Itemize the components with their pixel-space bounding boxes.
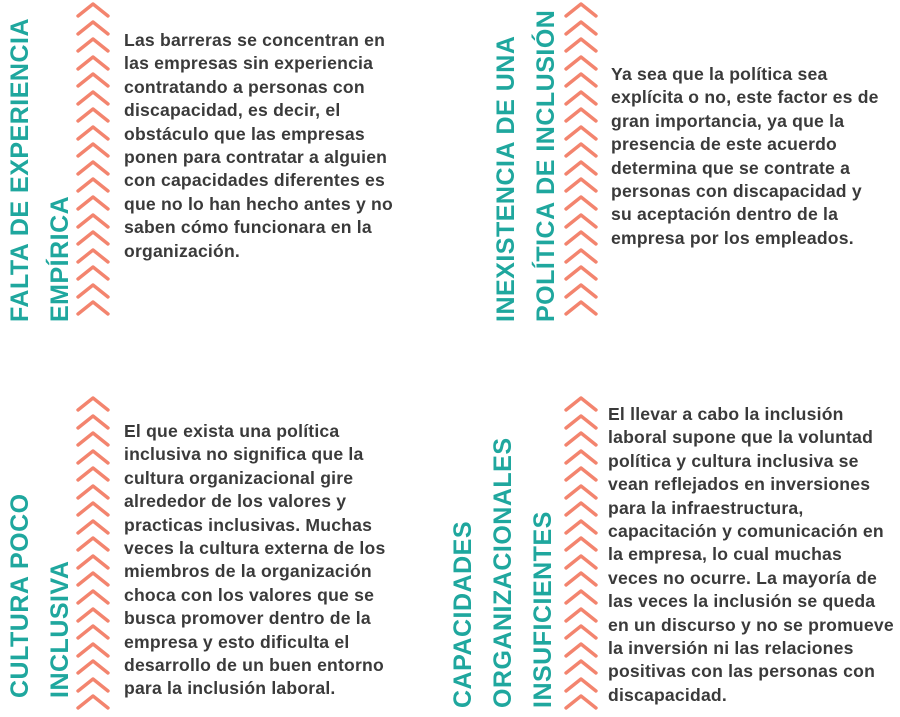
chevron-up-icon	[564, 248, 598, 264]
chevron-up-icon	[76, 248, 110, 264]
chevron-up-icon	[76, 283, 110, 299]
chevron-up-icon	[76, 519, 110, 535]
chevron-up-icon	[564, 607, 598, 623]
chevron-up-icon	[564, 449, 598, 465]
chevron-up-icon	[76, 642, 110, 658]
chevron-up-icon	[76, 265, 110, 281]
chevron-up-icon	[564, 125, 598, 141]
chevron-up-icon	[76, 37, 110, 53]
chevron-up-icon	[564, 107, 598, 123]
chevron-up-icon	[564, 466, 598, 482]
chevron-up-icon	[76, 160, 110, 176]
chevron-up-icon	[76, 213, 110, 229]
chevron-up-icon	[76, 466, 110, 482]
chevron-up-icon	[564, 177, 598, 193]
chevron-up-icon	[76, 571, 110, 587]
chevron-up-icon	[76, 72, 110, 88]
chevron-up-icon	[564, 519, 598, 535]
chevron-up-icon	[76, 589, 110, 605]
chevron-up-icon	[564, 300, 598, 316]
chevron-up-icon	[564, 160, 598, 176]
chevron-up-icon	[564, 501, 598, 517]
chevron-up-icon	[76, 396, 110, 412]
chevron-up-icon	[76, 484, 110, 500]
block-title: INEXISTENCIA DE UNA POLÍTICA DE INCLUSIÓN	[492, 9, 560, 322]
chevron-up-icon	[564, 694, 598, 710]
chevron-up-icon	[564, 195, 598, 211]
chevron-up-icon	[564, 37, 598, 53]
chevron-up-icon	[564, 677, 598, 693]
chevron-column	[76, 396, 112, 712]
chevron-up-icon	[76, 230, 110, 246]
chevron-up-icon	[564, 213, 598, 229]
chevron-column	[564, 2, 600, 318]
chevron-up-icon	[76, 449, 110, 465]
chevron-up-icon	[564, 589, 598, 605]
chevron-up-icon	[76, 694, 110, 710]
chevron-up-icon	[76, 554, 110, 570]
chevron-up-icon	[564, 431, 598, 447]
chevron-up-icon	[564, 554, 598, 570]
chevron-up-icon	[564, 571, 598, 587]
block-description: Las barreras se concentran en las empresas sin experiencia contratando a personas con discapacidad, es decir, el obstáculo que las empresas ponen para contratar a alguien con capacidades diferentes es que no lo han hecho antes y no saben cómo funcionara en la organización.	[124, 30, 393, 261]
chevron-up-icon	[564, 72, 598, 88]
block-title: CULTURA POCO INCLUSIVA	[6, 493, 74, 698]
chevron-up-icon	[564, 265, 598, 281]
chevron-up-icon	[564, 283, 598, 299]
chevron-up-icon	[564, 230, 598, 246]
chevron-up-icon	[76, 125, 110, 141]
chevron-up-icon	[564, 20, 598, 36]
chevron-column	[76, 2, 112, 318]
chevron-up-icon	[76, 501, 110, 517]
chevron-up-icon	[76, 659, 110, 675]
chevron-up-icon	[76, 536, 110, 552]
chevron-up-icon	[76, 624, 110, 640]
chevron-column	[564, 396, 600, 712]
chevron-up-icon	[76, 677, 110, 693]
chevron-up-icon	[76, 177, 110, 193]
chevron-up-icon	[564, 396, 598, 412]
chevron-up-icon	[76, 607, 110, 623]
chevron-up-icon	[564, 414, 598, 430]
chevron-up-icon	[564, 142, 598, 158]
chevron-up-icon	[564, 536, 598, 552]
block-title: CAPACIDADES ORGANIZACIONALES INSUFICIENTES	[449, 437, 557, 708]
chevron-up-icon	[76, 431, 110, 447]
chevron-up-icon	[564, 484, 598, 500]
chevron-up-icon	[564, 55, 598, 71]
chevron-up-icon	[76, 2, 110, 18]
block-title: FALTA DE EXPERIENCIA EMPÍRICA	[6, 17, 74, 322]
block-description: El que exista una política inclusiva no significa que la cultura organizacional gire alrededor de los valores y practicas inclusivas. Muchas veces la cultura externa de los miembros de la organización choca con los valores que se busca promover dentro de la empresa y esto dificulta el desarrollo de un buen entorno para la inclusión laboral.	[124, 421, 386, 699]
chevron-up-icon	[76, 300, 110, 316]
block-description: El llevar a cabo la inclusión laboral supone que la voluntad política y cultura inclusiva se vean reflejados en inversiones para la infraestructura, capacitación y comunicación en la empresa, lo cual muchas veces no ocurre. La mayoría de las veces la inclusión se queda en un discurso y no se promueve la inversión ni las relaciones positivas con las personas con discapacidad.	[608, 404, 894, 705]
block-description: Ya sea que la política sea explícita o no, este factor es de gran importancia, ya que la presencia de este acuerdo determina que se contrate a personas con discapacidad y su aceptación dentro de la empresa por los empleados.	[611, 64, 879, 248]
chevron-up-icon	[76, 90, 110, 106]
chevron-up-icon	[76, 414, 110, 430]
chevron-up-icon	[564, 659, 598, 675]
chevron-up-icon	[76, 195, 110, 211]
chevron-up-icon	[564, 90, 598, 106]
chevron-up-icon	[564, 2, 598, 18]
chevron-up-icon	[76, 55, 110, 71]
chevron-up-icon	[76, 107, 110, 123]
chevron-up-icon	[564, 624, 598, 640]
chevron-up-icon	[564, 642, 598, 658]
chevron-up-icon	[76, 142, 110, 158]
chevron-up-icon	[76, 20, 110, 36]
